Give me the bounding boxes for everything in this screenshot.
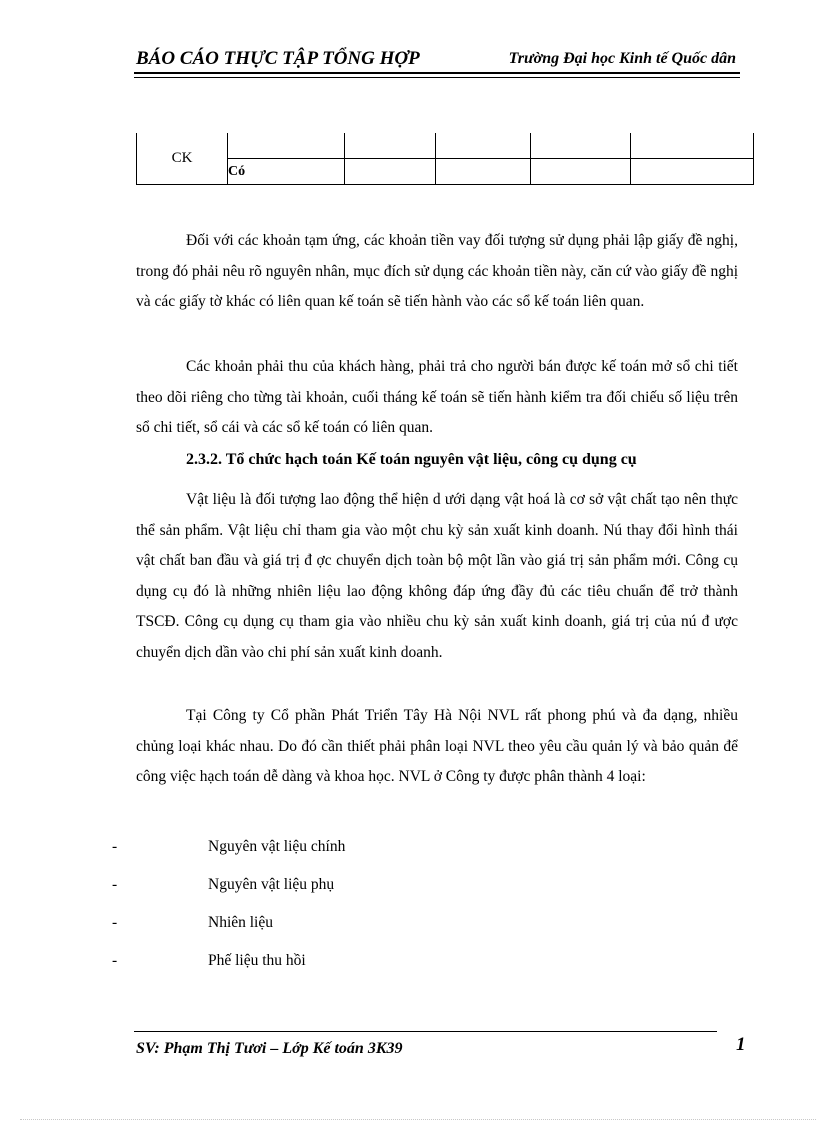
bullet-dash: - bbox=[112, 914, 118, 931]
section-heading: 2.3.2. Tổ chức hạch toán Kế toán nguyên vật liệu, công cụ dụng cụ bbox=[186, 451, 637, 468]
paragraph: Các khoản phải thu của khách hàng, phải trả cho người bán được kế toán mở sổ chi tiết theo dõi riêng cho từng tài khoản, cuối tháng kế toán sẽ tiến hành kiểm tra đối chiếu số liệu trên sổ chi tiết, sổ cái và các sổ kế toán có liên quan. bbox=[136, 358, 738, 437]
table-row bbox=[137, 133, 754, 159]
school-name: Trường Đại học Kinh tế Quốc dân bbox=[508, 50, 736, 67]
list-item bbox=[112, 870, 712, 900]
list-item bbox=[112, 908, 712, 938]
list-item-text: Nguyên vật liệu phụ bbox=[208, 876, 335, 893]
table-cell bbox=[345, 159, 436, 185]
paragraph: Tại Công ty Cổ phần Phát Triển Tây Hà Nội NVL rất phong phú và đa dạng, nhiều chủng loại khác nhau. Do đó cần thiết phải phân loại NVL theo yêu cầu quản lý và bảo quản để công việc hạch toán dễ dàng và khoa học. NVL ở Công ty được phân thành 4 loại: bbox=[136, 707, 738, 786]
list-item bbox=[112, 946, 712, 976]
list-item-text: Nguyên vật liệu chính bbox=[208, 838, 346, 855]
paragraph-receivables bbox=[136, 352, 738, 450]
author-line: SV: Phạm Thị Tươi – Lớp Kế toán 3K39 bbox=[136, 1040, 403, 1057]
table-row bbox=[137, 159, 754, 185]
table-cell-ck: CK bbox=[137, 133, 228, 185]
paragraph: Đối với các khoản tạm ứng, các khoản tiền vay đối tượng sử dụng phải lập giấy đề nghị, trong đó phải nêu rõ nguyên nhân, mục đích sử dụng các khoản tiền này, căn cứ vào giấy đề nghị và các giấy tờ khác có liên quan kế toán sẽ tiến hành vào các sổ kế toán liên quan. bbox=[136, 232, 738, 311]
page-number: 1 bbox=[736, 1034, 746, 1055]
table-cell-co: Có bbox=[228, 159, 345, 185]
bullet-dash: - bbox=[112, 876, 118, 893]
header-divider bbox=[134, 72, 740, 78]
table-cell bbox=[531, 159, 631, 185]
paragraph-advances bbox=[136, 226, 738, 324]
list-item-text: Nhiên liệu bbox=[208, 914, 273, 931]
table-cell bbox=[531, 133, 631, 159]
report-title: BÁO CÁO THỰC TẬP TỔNG HỢP bbox=[136, 48, 420, 69]
table-cell bbox=[436, 159, 531, 185]
list-item-text: Phế liệu thu hồi bbox=[208, 952, 306, 969]
ledger-table-fragment bbox=[136, 133, 754, 185]
page-edge bbox=[20, 1119, 816, 1120]
footer-divider bbox=[134, 1031, 717, 1032]
table-cell bbox=[631, 133, 754, 159]
paragraph-classification bbox=[136, 701, 738, 799]
paragraph: Vật liệu là đối tượng lao động thể hiện d ưới dạng vật hoá là cơ sở vật chất tạo nên thực thể sản phẩm. Vật liệu chỉ tham gia vào một chu kỳ sản xuất kinh doanh. Nú thay đổi hình thái vật chất ban đầu và giá trị đ ợc chuyển dịch toàn bộ một lần vào giá trị sản phẩm mới. Công cụ dụng cụ đó là những nhiên liệu lao động không đáp ứng đầy đủ các tiêu chuẩn để trở thành TSCĐ. Công cụ dụng cụ tham gia vào nhiều chu kỳ sản xuất kinh doanh, giá trị của nú đ ược chuyển dịch dần vào chi phí sản xuất kinh doanh. bbox=[136, 491, 738, 661]
bullet-dash: - bbox=[112, 838, 118, 855]
bullet-dash: - bbox=[112, 952, 118, 969]
table-cell bbox=[345, 133, 436, 159]
table-cell bbox=[228, 133, 345, 159]
table-cell bbox=[436, 133, 531, 159]
table-cell bbox=[631, 159, 754, 185]
list-item bbox=[112, 832, 712, 862]
paragraph-materials bbox=[136, 485, 738, 675]
